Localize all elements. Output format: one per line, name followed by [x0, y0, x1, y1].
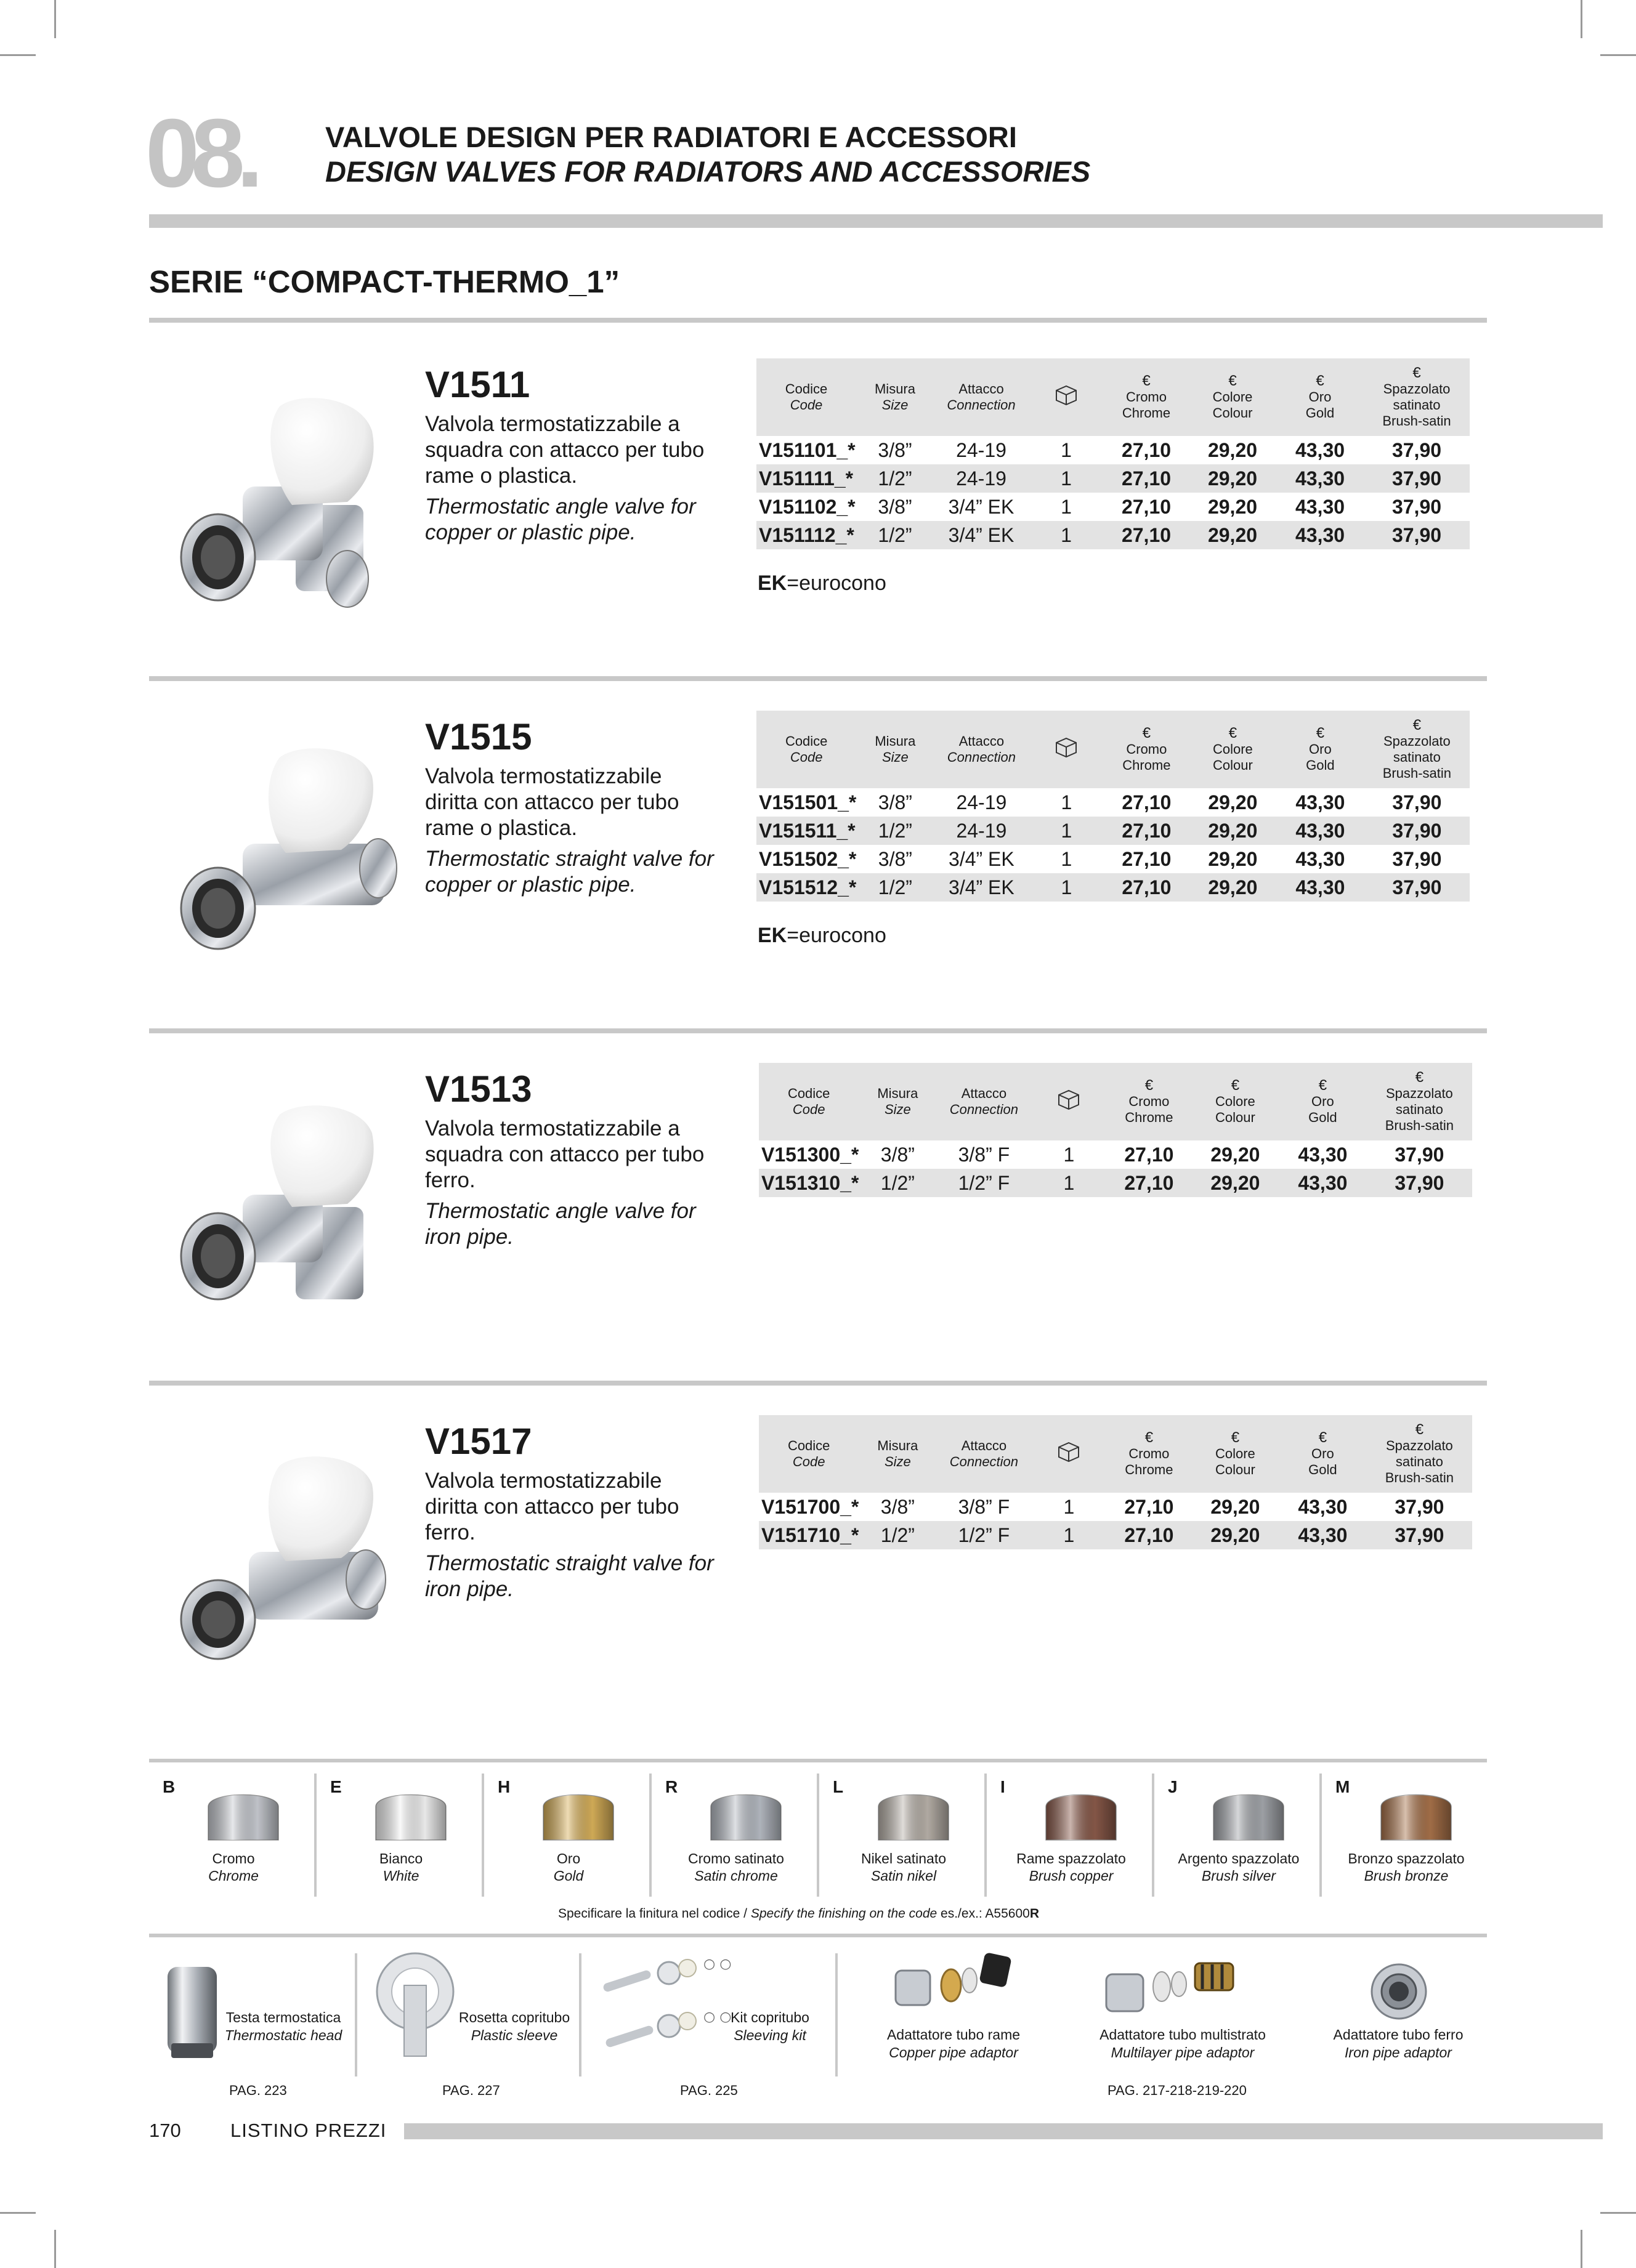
- col-header-gold: € Oro Gold: [1279, 1063, 1366, 1140]
- finish-cap-icon: [873, 1788, 954, 1841]
- finish-letter: I: [1000, 1777, 1005, 1796]
- finish-item: [1323, 1777, 1489, 1894]
- product-description-en: Thermostatic angle valve for copper or plastic pipe.: [425, 494, 696, 544]
- valve-angle-iron-icon: [175, 1096, 397, 1306]
- valve-angle-icon: [175, 394, 397, 603]
- accessories-top-divider: [149, 1934, 1487, 1937]
- product-description-it: Valvola termostatizzabile diritta con attacco per tubo rame o plastica.: [425, 764, 679, 840]
- finish-name: Bianco White: [379, 1850, 423, 1884]
- product-description-it: Valvola termostatizzabile a squadra con attacco per tubo ferro.: [425, 1116, 705, 1192]
- product-code: V1517: [425, 1421, 532, 1462]
- price-table: [756, 358, 1470, 549]
- section-divider: [149, 1028, 1487, 1033]
- col-header-package: [1029, 711, 1104, 788]
- finish-cap-icon: [1376, 1788, 1456, 1841]
- crop-mark: [1581, 0, 1582, 38]
- product-description-it: Valvola termostatizzabile a squadra con attacco per tubo rame o plastica.: [425, 412, 705, 488]
- copper-adaptor-icon: [892, 1946, 1015, 2014]
- price-table: [756, 711, 1470, 902]
- chapter-title-it: VALVOLE DESIGN PER RADIATORI E ACCESSORI: [325, 121, 1017, 153]
- col-header-connection: Attacco Connection: [936, 1063, 1031, 1140]
- finish-letter: B: [163, 1777, 176, 1796]
- price-table: [759, 1063, 1472, 1197]
- col-header-gold: € Oro Gold: [1279, 1415, 1366, 1493]
- crop-mark: [1581, 2230, 1582, 2268]
- col-header-size: Misura Size: [859, 1415, 936, 1493]
- finish-name: Bronzo spazzolato Brush bronze: [1348, 1850, 1465, 1884]
- section-divider: [149, 676, 1487, 681]
- col-header-chrome: € Cromo Chrome: [1104, 711, 1189, 788]
- table-row: V151112_* 1/2” 3/4” EK 1 27,10 29,20 43,30 37,90: [756, 521, 1470, 549]
- finish-divider: [482, 1774, 484, 1897]
- series-title: SERIE “COMPACT-THERMO_1”: [149, 264, 620, 299]
- col-header-package: [1031, 1063, 1106, 1140]
- finish-name: Nikel satinato Satin nikel: [861, 1850, 947, 1884]
- table-row: V151300_* 3/8” 3/8” F 1 27,10 29,20 43,30 37,90: [761, 1143, 1444, 1166]
- crop-mark: [0, 54, 36, 56]
- product-code: V1515: [425, 716, 532, 757]
- finish-letter: R: [665, 1777, 678, 1796]
- product-code: V1511: [425, 364, 530, 405]
- chapter-number: 08.: [145, 99, 255, 208]
- col-header-brush-satin: € Spazzolato satinato Brush-satin: [1364, 711, 1470, 788]
- finish-letter: L: [833, 1777, 844, 1796]
- svg-text:○ ○: ○ ○: [703, 2009, 732, 2025]
- package-icon: [1054, 384, 1079, 406]
- page-reference: PAG. 225: [680, 2083, 738, 2098]
- header-bar: [149, 214, 1603, 228]
- page-number: 170: [149, 2120, 181, 2141]
- ek-footnote: EK=eurocono: [758, 571, 886, 595]
- table-row: V151111_* 1/2” 24-19 1 27,10 29,20 43,30 37,90: [756, 464, 1470, 493]
- col-header-size: Misura Size: [856, 358, 934, 436]
- chapter-title-en: DESIGN VALVES FOR RADIATORS AND ACCESSORIES: [325, 155, 1091, 188]
- svg-text:○ ○: ○ ○: [703, 1956, 732, 1972]
- col-header-chrome: € Cromo Chrome: [1106, 1415, 1191, 1493]
- finish-name: Cromo Chrome: [208, 1850, 259, 1884]
- col-header-colour: € Colore Colour: [1189, 358, 1276, 436]
- finish-divider: [1319, 1774, 1322, 1897]
- col-header-colour: € Colore Colour: [1189, 711, 1276, 788]
- crop-mark: [54, 0, 56, 38]
- col-header-code: Codice Code: [759, 1063, 859, 1140]
- finish-cap-icon: [706, 1788, 786, 1841]
- finish-cap-icon: [1209, 1788, 1289, 1841]
- accessory-divider: [355, 1953, 357, 2076]
- col-header-chrome: € Cromo Chrome: [1104, 358, 1189, 436]
- accessory-label: Adattatore tubo multistrato Multilayer pipe adaptor: [1099, 2027, 1266, 2060]
- table-row: V151511_* 1/2” 24-19 1 27,10 29,20 43,30 37,90: [756, 817, 1470, 845]
- table-row: V151700_* 3/8” 3/8” F 1 27,10 29,20 43,30 37,90: [761, 1495, 1444, 1518]
- accessory-label: Adattatore tubo rame Copper pipe adaptor: [886, 2027, 1021, 2060]
- finish-divider: [1152, 1774, 1154, 1897]
- finish-item: [150, 1777, 317, 1894]
- col-header-brush-satin: € Spazzolato satinato Brush-satin: [1366, 1415, 1472, 1493]
- finish-note: Specificare la finitura nel codice / Specify the finishing on the code es./ex.: A55600R: [558, 1907, 1039, 1921]
- table-row: V151101_* 3/8” 24-19 1 27,10 29,20 43,30 37,90: [759, 438, 1442, 461]
- finish-item: [653, 1777, 819, 1894]
- col-header-size: Misura Size: [859, 1063, 936, 1140]
- package-icon: [1054, 736, 1079, 759]
- page-reference: PAG. 227: [442, 2083, 500, 2098]
- crop-mark: [0, 2212, 36, 2214]
- accessory-label: Testa termostatica Thermostatic head: [224, 2009, 342, 2043]
- price-table: [759, 1415, 1472, 1549]
- finish-name: Argento spazzolato Brush silver: [1178, 1850, 1300, 1884]
- finish-top-divider: [149, 1759, 1487, 1762]
- finish-cap-icon: [538, 1788, 618, 1841]
- table-row: V151501_* 3/8” 24-19 1 27,10 29,20 43,30 37,90: [759, 791, 1442, 813]
- col-header-connection: Attacco Connection: [934, 711, 1029, 788]
- accessory-label: Kit copritubo Sleeving kit: [731, 2009, 809, 2043]
- finish-divider: [817, 1774, 819, 1897]
- col-header-code: Codice Code: [756, 358, 856, 436]
- col-header-gold: € Oro Gold: [1276, 711, 1364, 788]
- finish-item: [1156, 1777, 1322, 1894]
- iron-adaptor-icon: [1365, 1961, 1433, 2022]
- col-header-code: Codice Code: [756, 711, 856, 788]
- finish-name: Cromo satinato Satin chrome: [688, 1850, 784, 1884]
- valve-straight-icon: [175, 739, 397, 948]
- table-row: V151512_* 1/2” 3/4” EK 1 27,10 29,20 43,30 37,90: [756, 873, 1470, 902]
- package-icon: [1056, 1089, 1081, 1111]
- col-header-code: Codice Code: [759, 1415, 859, 1493]
- valve-straight-iron-icon: [175, 1447, 397, 1657]
- crop-mark: [1600, 2212, 1636, 2214]
- finish-name: Rame spazzolato Brush copper: [1016, 1850, 1126, 1884]
- finish-divider: [984, 1774, 987, 1897]
- sleeving-kit-icon: [596, 1953, 732, 2058]
- multilayer-adaptor-icon: [1103, 1956, 1244, 2017]
- section-divider: [149, 318, 1487, 323]
- product-code: V1513: [425, 1068, 532, 1110]
- crop-mark: [54, 2230, 56, 2268]
- finish-cap-icon: [203, 1788, 283, 1841]
- col-header-package: [1029, 358, 1104, 436]
- table-row: V151102_* 3/8” 3/4” EK 1 27,10 29,20 43,30 37,90: [759, 495, 1442, 518]
- footer-bar: [404, 2123, 1603, 2139]
- finish-item: [485, 1777, 652, 1894]
- col-header-gold: € Oro Gold: [1276, 358, 1364, 436]
- finish-cap-icon: [371, 1788, 451, 1841]
- footer-title: LISTINO PREZZI: [230, 2120, 387, 2141]
- col-header-chrome: € Cromo Chrome: [1106, 1063, 1191, 1140]
- package-icon: [1056, 1441, 1081, 1463]
- finish-letter: M: [1335, 1777, 1350, 1796]
- ek-footnote: EK=eurocono: [758, 924, 886, 947]
- product-description-en: Thermostatic straight valve for iron pipe.: [425, 1551, 714, 1601]
- finish-item: [820, 1777, 987, 1894]
- page-reference: PAG. 223: [229, 2083, 287, 2098]
- table-row: V151710_* 1/2” 1/2” F 1 27,10 29,20 43,30 37,90: [759, 1521, 1472, 1549]
- col-header-brush-satin: € Spazzolato satinato Brush-satin: [1364, 358, 1470, 436]
- col-header-colour: € Colore Colour: [1191, 1063, 1279, 1140]
- plastic-sleeve-icon: [372, 1948, 458, 2059]
- col-header-package: [1031, 1415, 1106, 1493]
- col-header-size: Misura Size: [856, 711, 934, 788]
- finish-name: Oro Gold: [553, 1850, 584, 1884]
- finish-letter: J: [1168, 1777, 1178, 1796]
- thermostatic-head-icon: [161, 1963, 223, 2062]
- col-header-colour: € Colore Colour: [1191, 1415, 1279, 1493]
- accessory-divider: [579, 1953, 581, 2076]
- finish-letter: E: [330, 1777, 342, 1796]
- accessory-label: Rosetta copritubo Plastic sleeve: [458, 2009, 570, 2043]
- crop-mark: [1600, 54, 1636, 56]
- table-row: V151310_* 1/2” 1/2” F 1 27,10 29,20 43,30 37,90: [759, 1169, 1472, 1197]
- col-header-connection: Attacco Connection: [936, 1415, 1031, 1493]
- finish-item: [988, 1777, 1154, 1894]
- accessory-divider: [835, 1953, 838, 2076]
- product-description-en: Thermostatic angle valve for iron pipe.: [425, 1199, 696, 1249]
- accessory-label: Adattatore tubo ferro Iron pipe adaptor: [1333, 2027, 1464, 2060]
- finish-divider: [649, 1774, 652, 1897]
- finish-letter: H: [498, 1777, 511, 1796]
- finish-divider: [314, 1774, 317, 1897]
- finish-cap-icon: [1041, 1788, 1121, 1841]
- product-description-it: Valvola termostatizzabile diritta con attacco per tubo ferro.: [425, 1469, 679, 1544]
- col-header-brush-satin: € Spazzolato satinato Brush-satin: [1366, 1063, 1472, 1140]
- table-row: V151502_* 3/8” 3/4” EK 1 27,10 29,20 43,30 37,90: [759, 847, 1442, 870]
- product-description-en: Thermostatic straight valve for copper or plastic pipe.: [425, 847, 714, 897]
- section-divider: [149, 1381, 1487, 1386]
- page-reference: PAG. 217-218-219-220: [1108, 2083, 1247, 2098]
- finish-item: [318, 1777, 484, 1894]
- col-header-connection: Attacco Connection: [934, 358, 1029, 436]
